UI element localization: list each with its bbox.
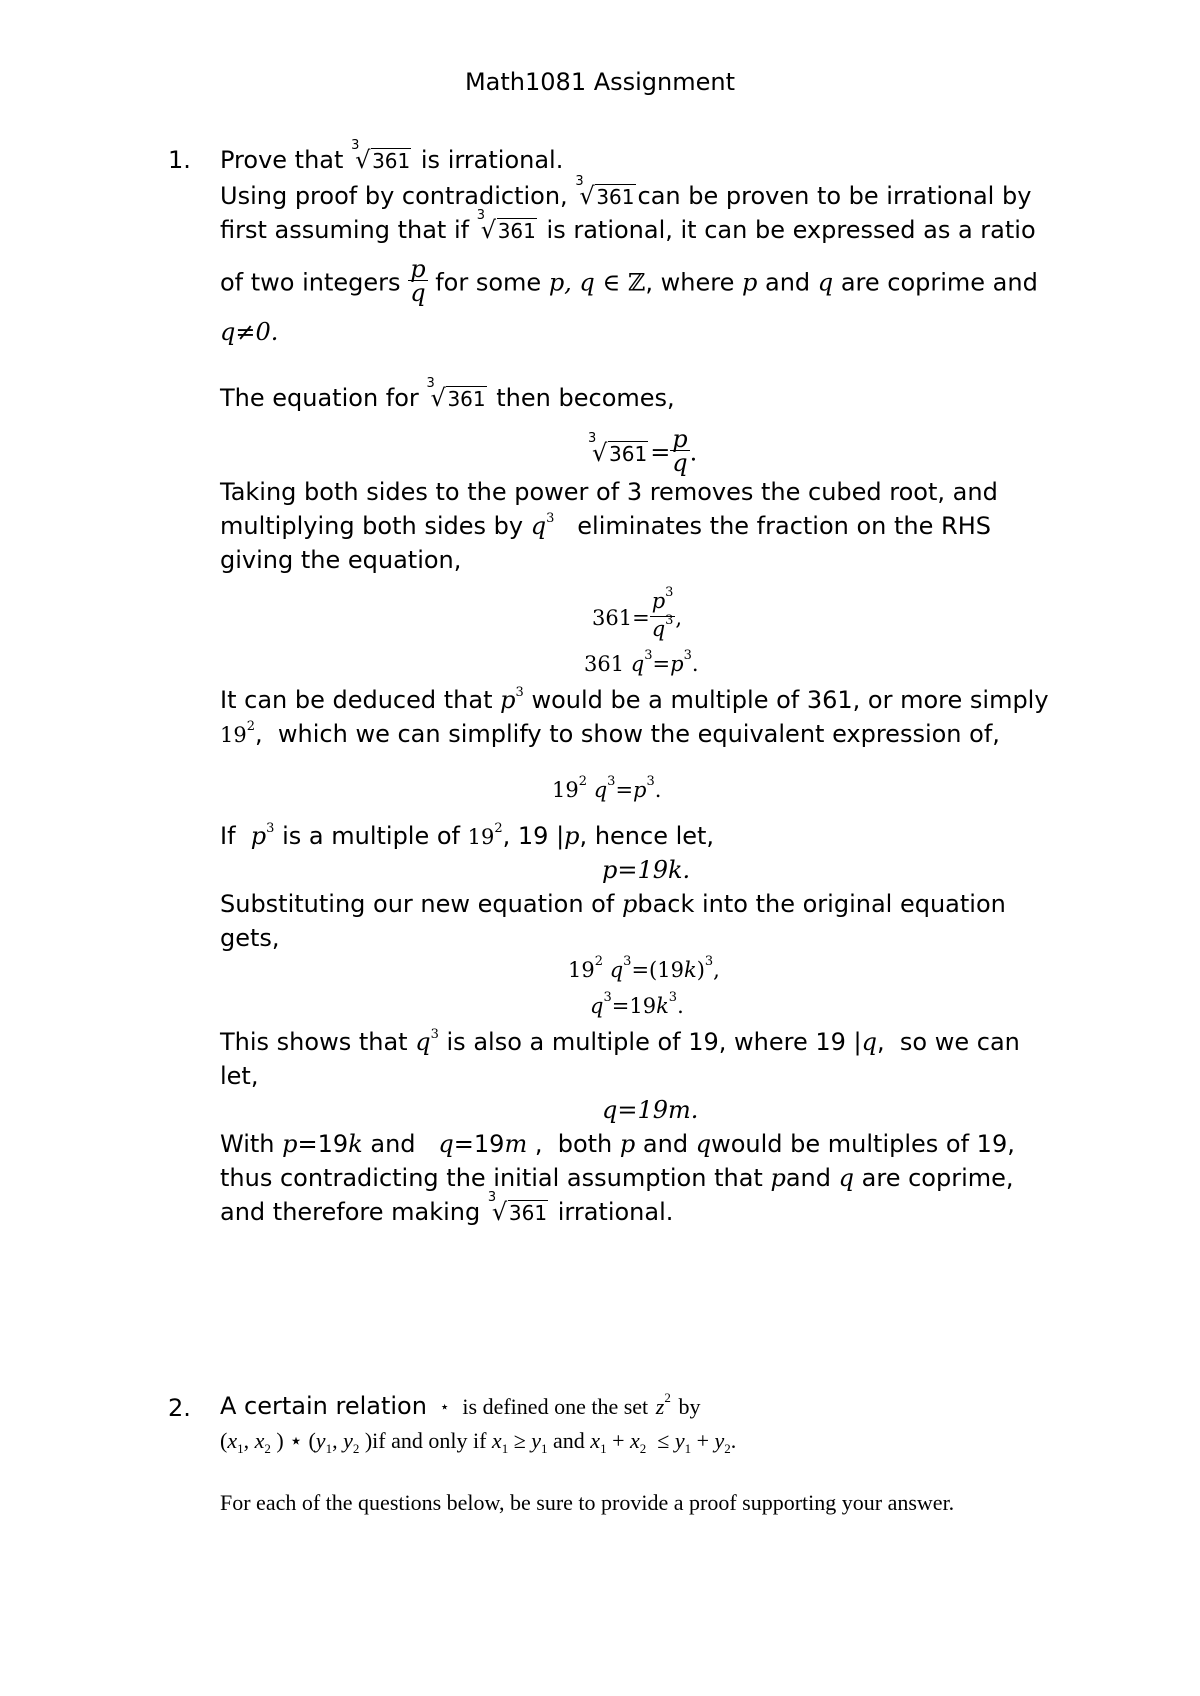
equation-q3-equals-19k3: $q^3=19k^3$.	[590, 990, 684, 1018]
q1-line-3: of two integers $\frac{p}{q}$ for some p, q ∈ ℤ, where p and q are coprime and	[220, 255, 1038, 307]
q1-line-9: giving the equation,	[220, 546, 462, 574]
q1-line-26: and therefore making 3 √ 361 irrational.	[220, 1190, 674, 1226]
equation-361q3-equals-p3: 361 $q^3=p^3$.	[584, 648, 699, 676]
q2-line-1: A certain relation ⋆ is defined one the set $z^2$ by	[220, 1390, 701, 1420]
q1-line-7: Taking both sides to the power of 3 removes the cubed root, and	[220, 478, 998, 506]
q1-line-4: q≠0.	[220, 318, 279, 346]
q1-line-12: It can be deduced that $p^3$ would be a multiple of 361, or more simply	[220, 685, 1049, 714]
page-title: Math1081 Assignment	[464, 68, 736, 96]
q1-line-5: The equation for 3 √ 361 then becomes,	[220, 376, 675, 412]
cube-root-361: 3 √ 361	[476, 208, 536, 244]
q1-line-17: Substituting our new equation of pback into the original equation	[220, 890, 1006, 918]
equation-192q3-equals-p3: $19^2$ $q^3=p^3$.	[552, 774, 662, 802]
q2-instructions: For each of the questions below, be sure to provide a proof supporting your answer.	[220, 1490, 955, 1515]
q1-line-15: If $p^3$ is a multiple of $19^2$, 19 |p, hence let,	[220, 821, 715, 850]
cube-root-361: 3 √ 361	[487, 1190, 548, 1226]
q1-number: 1.	[168, 146, 191, 174]
q2-line-2: ($x_1$, $x_2$ ) ⋆ ($y_1$, $y_2$ )if and only if $x_1 \ge y_1$ and $x_1 + x_2 \le y_1 + y_2$.	[220, 1428, 737, 1456]
fraction-p-over-q: $\frac{p}{q}$	[410, 255, 426, 307]
cube-root-361: 3 √ 361	[575, 174, 635, 210]
q1-statement: Prove that 3 √ 361 is irrational.	[220, 138, 564, 174]
q2-number: 2.	[168, 1394, 191, 1422]
equation-root-equals-ratio: 3 √ 361 = $\frac{p}{q}$ .	[588, 425, 698, 477]
cube-root-361: 3 √ 361	[351, 138, 411, 174]
cube-root-361: 3 √ 361	[426, 376, 486, 412]
equation-substituted: $19^2$ $q^3=(19k)^3$,	[568, 954, 720, 982]
q1-line-22: let,	[220, 1062, 259, 1090]
equation-q-equals-19m: q=19m.	[602, 1096, 699, 1124]
equation-361-equals-cubes: 361= $\frac{p^3}{q^3}$ ,	[592, 585, 683, 641]
q1-line-2: first assuming that if 3 √ 361 is rational, it can be expressed as a ratio	[220, 208, 1036, 244]
q1-line-8: multiplying both sides by $q^3$ eliminates the fraction on the RHS	[220, 511, 991, 540]
q1-line-21: This shows that $q^3$ is also a multiple of 19, where 19 |q, so we can	[220, 1027, 1020, 1056]
equation-p-equals-19k: p=19k.	[602, 856, 691, 884]
q1-line-18: gets,	[220, 924, 280, 952]
q1-line-13: $19^2$, which we can simplify to show the equivalent expression of,	[220, 719, 1000, 748]
q1-line-25: thus contradicting the initial assumption that pand q are coprime,	[220, 1164, 1014, 1192]
q1-line-1: Using proof by contradiction, 3 √ 361 can be proven to be irrational by	[220, 174, 1032, 210]
q1-line-24: With p=19k and q=19m , both p and qwould be multiples of 19,	[220, 1130, 1015, 1158]
